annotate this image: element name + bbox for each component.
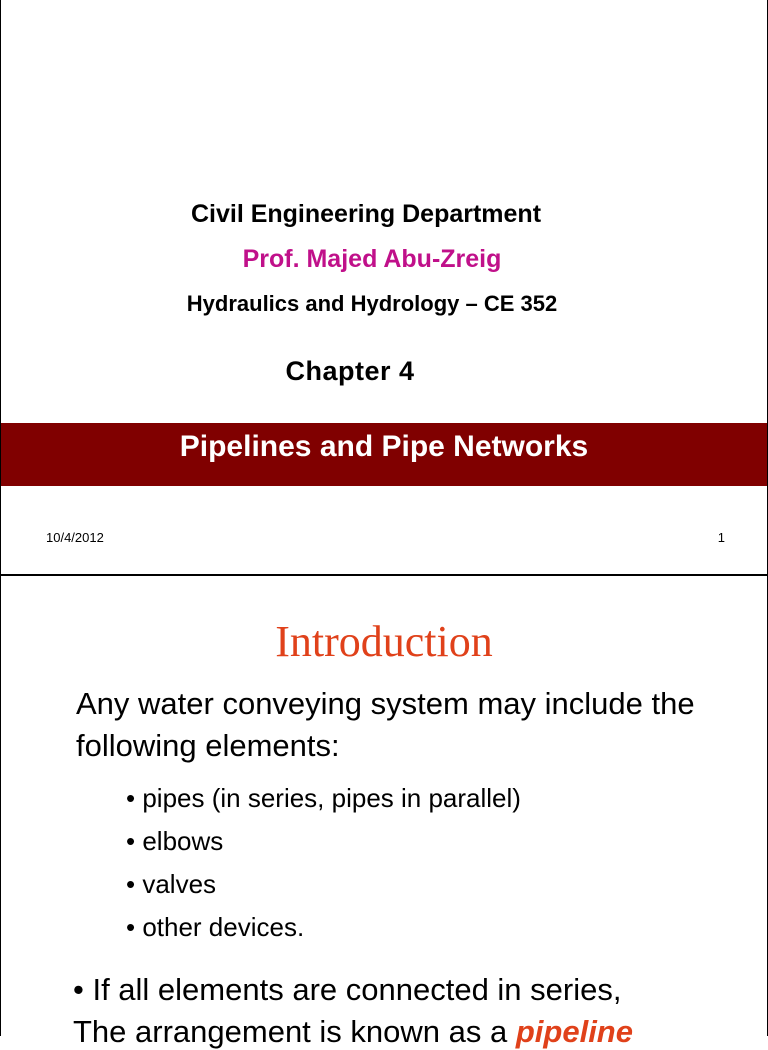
cut-off-line	[73, 1014, 633, 1050]
list-item: • other devices.	[126, 912, 305, 942]
department-name: Civil Engineering Department	[190, 200, 542, 228]
element-list	[126, 782, 521, 954]
emphasis-word: pipeline	[515, 1014, 633, 1049]
slide-title: Pipelines and Pipe Networks	[179, 430, 589, 463]
professor-name: Prof. Majed Abu-Zreig	[242, 245, 502, 273]
list-item: • valves	[126, 869, 217, 899]
chapter-label: Chapter 4	[285, 356, 415, 386]
slide-2	[0, 575, 768, 1049]
slide-heading: Introduction	[275, 617, 493, 666]
list-item: • pipes (in series, pipes in parallel)	[126, 783, 521, 813]
course-title: Hydraulics and Hydrology – CE 352	[186, 291, 558, 316]
page-number: 1	[717, 530, 725, 545]
cut-off-text: The arrangement is known as a	[73, 1014, 508, 1049]
list-item: • elbows	[126, 826, 224, 856]
intro-paragraph: Any water conveying system may include the following elements:	[76, 686, 695, 763]
slide-date: 10/4/2012	[46, 530, 104, 545]
series-bullet: • If all elements are connected in series,	[73, 972, 622, 1007]
